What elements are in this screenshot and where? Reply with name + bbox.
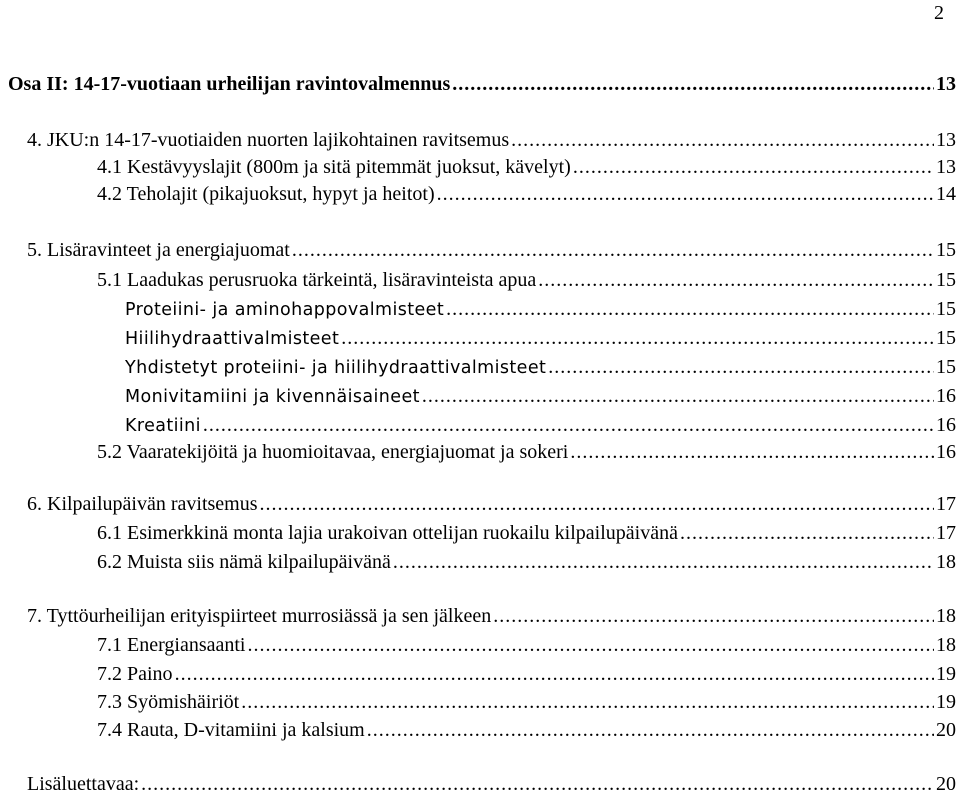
toc-leader-dots — [241, 690, 934, 714]
toc-entry-label: 7.3 Syömishäiriöt — [97, 691, 240, 713]
toc-entry-page: 13 — [936, 73, 956, 95]
toc-entry[interactable] — [0, 604, 960, 628]
toc-entry[interactable] — [0, 772, 960, 796]
toc-entry-label: Yhdistetyt proteiini- ja hiilihydraattivalmisteet — [125, 358, 547, 378]
toc-entry-label: Lisäluettavaa: — [27, 773, 140, 795]
toc-entry-page: 16 — [936, 385, 956, 407]
toc-entry-page: 13 — [936, 156, 956, 178]
toc-entry-label: 6.1 Esimerkkinä monta lajia urakoivan ottelijan ruokailu kilpailupäivänä — [97, 522, 678, 544]
toc-entry[interactable] — [0, 326, 960, 350]
toc-entry-label: 7. Tyttöurheilijan erityispiirteet murrosiässä ja sen jälkeen — [27, 605, 492, 627]
toc-leader-dots — [422, 384, 934, 408]
toc-entry-label: 5.1 Laadukas perusruoka tärkeintä, lisäravinteista apua — [97, 269, 537, 291]
toc-entry[interactable] — [0, 690, 960, 714]
toc-entry-page: 15 — [936, 327, 956, 349]
toc-entry[interactable] — [0, 521, 960, 545]
toc-entry-label: 6. Kilpailupäivän ravitsemus — [27, 493, 258, 515]
toc-entry-page: 15 — [936, 269, 956, 291]
toc-entry-part2[interactable] — [0, 72, 960, 96]
toc-entry-page: 19 — [936, 663, 956, 685]
toc-entry-label: 7.1 Energiansaanti — [97, 634, 246, 656]
toc-entry-page: 18 — [936, 634, 956, 656]
toc-entry[interactable] — [0, 297, 960, 321]
toc-entry-page: 18 — [936, 551, 956, 573]
toc-leader-dots — [446, 297, 934, 321]
toc-entry[interactable] — [0, 550, 960, 574]
toc-leader-dots — [247, 633, 934, 657]
toc-entry-page: 18 — [936, 605, 956, 627]
toc-leader-dots — [538, 268, 934, 292]
toc-entry-label: Osa II: 14-17-vuotiaan urheilijan ravintovalmennus — [8, 73, 451, 95]
toc-entry-page: 17 — [936, 493, 956, 515]
toc-entry-page: 16 — [936, 414, 956, 436]
toc-leader-dots — [260, 492, 934, 516]
toc-leader-dots — [680, 521, 934, 545]
toc-entry-page: 15 — [936, 356, 956, 378]
toc-entry-label: 4.2 Teholajit (pikajuoksut, hypyt ja heitot) — [97, 183, 435, 205]
toc-leader-dots — [203, 413, 934, 437]
toc-leader-dots — [141, 772, 934, 796]
toc-entry-label: Kreatiini — [125, 416, 201, 436]
toc-entry-label: 5.2 Vaaratekijöitä ja huomioitavaa, energiajuomat ja sokeri — [97, 441, 569, 463]
toc-entry[interactable] — [0, 413, 960, 437]
toc-entry[interactable] — [0, 492, 960, 516]
toc-entry[interactable] — [0, 238, 960, 262]
toc-entry[interactable] — [0, 633, 960, 657]
toc-leader-dots — [292, 238, 934, 262]
toc-entry-page: 20 — [936, 773, 956, 795]
toc-entry-label: 4. JKU:n 14-17-vuotiaiden nuorten lajikohtainen ravitsemus — [27, 129, 510, 151]
toc-entry-label: Hiilihydraattivalmisteet — [125, 329, 340, 349]
toc-leader-dots — [573, 155, 934, 179]
toc-leader-dots — [175, 662, 934, 686]
toc-leader-dots — [511, 128, 934, 152]
toc-leader-dots — [452, 72, 934, 96]
toc-leader-dots — [437, 182, 934, 206]
toc-entry-page: 19 — [936, 691, 956, 713]
toc-entry-page: 15 — [936, 239, 956, 261]
toc-entry[interactable] — [0, 662, 960, 686]
toc-entry-label: Proteiini- ja aminohappovalmisteet — [125, 300, 445, 320]
toc-leader-dots — [341, 326, 934, 350]
toc-leader-dots — [367, 718, 934, 742]
toc-entry-page: 20 — [936, 719, 956, 741]
toc-entry-label: 7.2 Paino — [97, 663, 173, 685]
toc-entry-label: 7.4 Rauta, D-vitamiini ja kalsium — [97, 719, 365, 741]
toc-entry-page: 16 — [936, 441, 956, 463]
toc-entry-page: 17 — [936, 522, 956, 544]
toc-leader-dots — [493, 604, 934, 628]
toc-entry-label: 6.2 Muista siis nämä kilpailupäivänä — [97, 551, 391, 573]
toc-entry[interactable] — [0, 384, 960, 408]
toc-entry[interactable] — [0, 355, 960, 379]
toc-entry-label: 5. Lisäravinteet ja energiajuomat — [27, 239, 290, 261]
toc-entry-label: 4.1 Kestävyyslajit (800m ja sitä pitemmät juoksut, kävelyt) — [97, 156, 571, 178]
toc-entry[interactable] — [0, 718, 960, 742]
page-number: 2 — [934, 2, 944, 24]
toc-entry-label: Monivitamiini ja kivennäisaineet — [125, 387, 420, 407]
toc-entry-page: 14 — [936, 183, 956, 205]
toc-entry[interactable] — [0, 155, 960, 179]
toc-entry[interactable] — [0, 268, 960, 292]
toc-entry[interactable] — [0, 440, 960, 464]
toc-entry[interactable] — [0, 182, 960, 206]
toc-entry-page: 15 — [936, 298, 956, 320]
toc-entry-page: 13 — [936, 129, 956, 151]
toc-entry[interactable] — [0, 128, 960, 152]
toc-leader-dots — [570, 440, 934, 464]
toc-leader-dots — [548, 355, 934, 379]
toc-leader-dots — [393, 550, 934, 574]
